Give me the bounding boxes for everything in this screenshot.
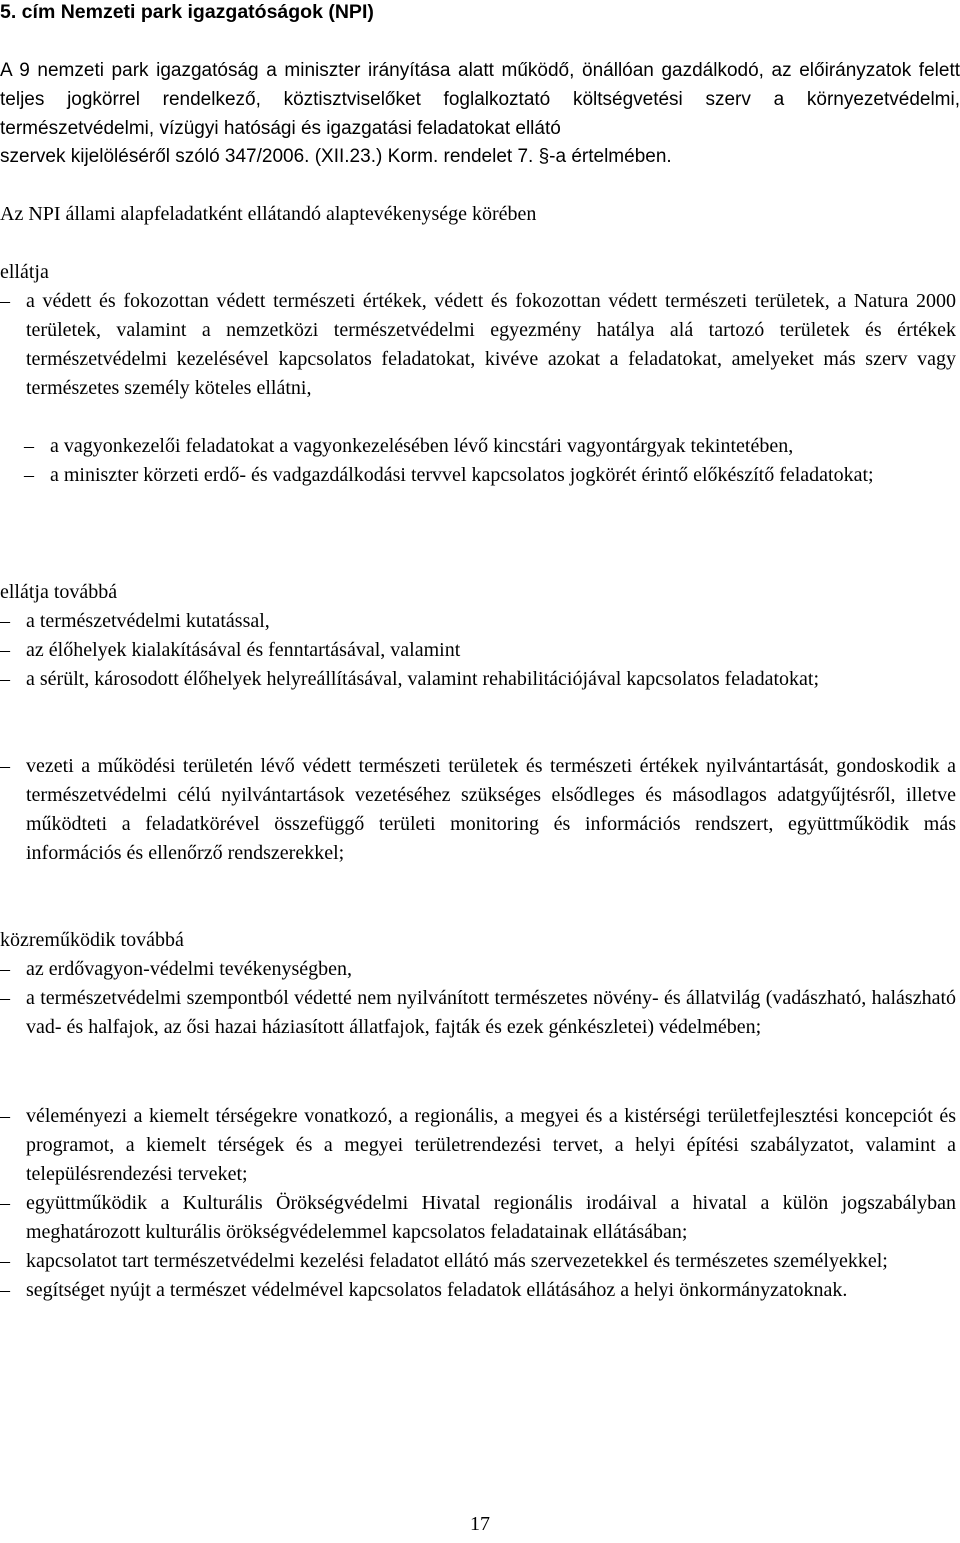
dash-bullet: – xyxy=(0,987,10,1009)
list-item xyxy=(0,1189,956,1247)
list-item xyxy=(0,984,956,1042)
list-item-text: véleményezi a kiemelt térségekre vonatkozó, a regionális, a megyei és a kistérségi területfejlesztési koncepciót és programot, a kiemelt térségek és a megyei területrendezési tervet, a helyi építési szabályzatot, valamint a településrendezési terveket; xyxy=(26,1105,956,1185)
list-item-text: a sérült, károsodott élőhelyek helyreállításával, valamint rehabilitációjával kapcsolatos feladatokat; xyxy=(26,668,820,690)
list-item xyxy=(0,636,956,665)
section3-list xyxy=(0,752,956,868)
dash-bullet: – xyxy=(0,1105,10,1127)
section1-list xyxy=(0,287,956,403)
section-heading: 5. cím Nemzeti park igazgatóságok (NPI) xyxy=(0,1,374,23)
list-item xyxy=(0,955,956,984)
label-kozremukodik-tovabba: közreműködik továbbá xyxy=(0,929,184,951)
section4-list xyxy=(0,955,956,1042)
intro-paragraph: A 9 nemzeti park igazgatóság a miniszter irányítása alatt működő, önállóan gazdálkodó, az előirányzatok felett teljes jogkörrel rendelkező, köztisztviselőket foglalkoztató költségvetési szerv a környezetvédelmi, természetvédelmi, vízügyi hatósági és igazgatási feladatokat ellátó xyxy=(0,60,960,139)
list-item-text: segítséget nyújt a természet védelmével kapcsolatos feladatok ellátásához a helyi önkormányzatoknak. xyxy=(26,1279,848,1301)
list-item xyxy=(0,1247,956,1276)
list-item xyxy=(0,1276,956,1305)
dash-bullet: – xyxy=(0,755,10,777)
dash-bullet: – xyxy=(0,290,10,312)
section1-sublist xyxy=(24,432,956,490)
section5-list xyxy=(0,1102,956,1305)
dash-bullet: – xyxy=(0,1279,10,1301)
list-item xyxy=(0,607,956,636)
list-item-text: a természetvédelmi kutatással, xyxy=(26,610,270,632)
list-item-text: a védett és fokozottan védett természeti értékek, védett és fokozottan védett természeti területek, a Natura 2000 területek, valamint a nemzetközi természetvédelmi egyezmény hatálya alá tartozó területek és értékek természetvédelmi kezelésével kapcsolatos feladatokat, kivéve azokat a feladatokat, amelyeket más szerv vagy természetes személy köteles ellátni, xyxy=(26,290,956,399)
list-item-text: a miniszter körzeti erdő- és vadgazdálkodási tervvel kapcsolatos jogkörét érintő előkészítő feladatokat; xyxy=(50,464,874,486)
list-item xyxy=(0,287,956,403)
page-number: 17 xyxy=(470,1513,490,1535)
intro-paragraph-last-line: szervek kijelöléséről szóló 347/2006. (XII.23.) Korm. rendelet 7. §-a értelmében. xyxy=(0,146,672,167)
list-item-text: a természetvédelmi szempontból védetté nem nyilvánított természetes növény- és állatvilág (vadászható, halászható vad- és halfajok, az ősi hazai háziasított állatfajok, fajták és ezek génkészletei) védelmében; xyxy=(26,987,956,1038)
dash-bullet: – xyxy=(24,435,34,457)
dash-bullet: – xyxy=(0,639,10,661)
dash-bullet: – xyxy=(0,958,10,980)
label-ellatja-tovabba: ellátja továbbá xyxy=(0,581,118,603)
list-item-text: vezeti a működési területén lévő védett természeti területek és természeti értékek nyilvántartását, gondoskodik a természetvédelmi célú nyilvántartások vezetéséhez szükséges elsődleges és másodlagos adatgyűjtésről, illetve működteti a feladatkörével összefüggő területi monitoring és információs rendszert, együttműködik más információs és ellenőrző rendszerekkel; xyxy=(26,755,956,864)
section2-list xyxy=(0,607,956,694)
list-item xyxy=(0,1102,956,1189)
label-ellatja: ellátja xyxy=(0,261,49,283)
lead-sentence: Az NPI állami alapfeladatként ellátandó alaptevékenysége körében xyxy=(0,203,537,225)
list-item-text: kapcsolatot tart természetvédelmi kezelési feladatot ellátó más szervezetekkel és természetes személyekkel; xyxy=(26,1250,888,1272)
list-item xyxy=(24,461,956,490)
dash-bullet: – xyxy=(0,1250,10,1272)
list-item xyxy=(24,432,956,461)
list-item-text: a vagyonkezelői feladatokat a vagyonkezelésében lévő kincstári vagyontárgyak tekintetében, xyxy=(50,435,794,457)
list-item xyxy=(0,665,956,694)
list-item-text: az erdővagyon-védelmi tevékenységben, xyxy=(26,958,352,980)
list-item-text: az élőhelyek kialakításával és fenntartásával, valamint xyxy=(26,639,461,661)
dash-bullet: – xyxy=(0,668,10,690)
dash-bullet: – xyxy=(0,1192,10,1214)
dash-bullet: – xyxy=(24,464,34,486)
list-item-text: együttműködik a Kulturális Örökségvédelmi Hivatal regionális irodáival a hivatal a külön jogszabályban meghatározott kulturális örökségvédelemmel kapcsolatos feladatainak ellátásában; xyxy=(26,1192,956,1243)
list-item xyxy=(0,752,956,868)
dash-bullet: – xyxy=(0,610,10,632)
